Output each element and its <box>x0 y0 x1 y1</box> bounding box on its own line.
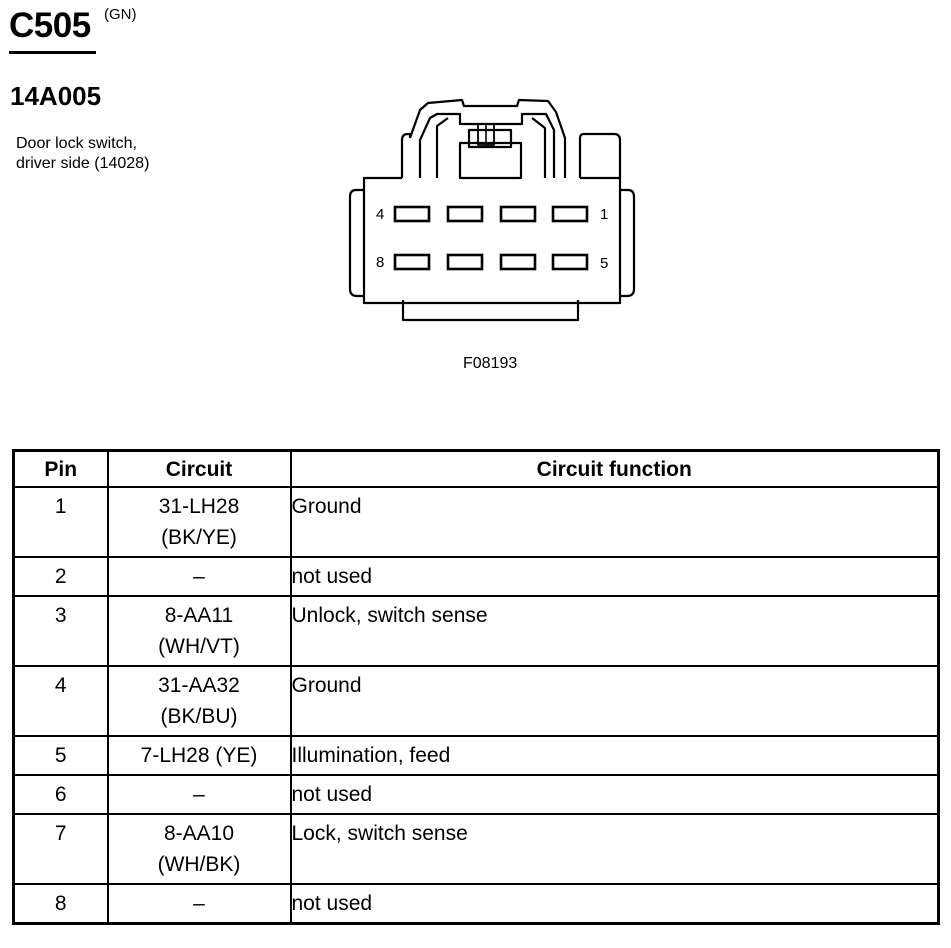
circuit-cell <box>108 884 291 924</box>
pin-cell: 5 <box>14 736 108 775</box>
pin-cell: 4 <box>14 666 108 736</box>
connector-right-latch <box>620 190 634 296</box>
figure-id: F08193 <box>463 355 518 372</box>
column-header-pin: Pin <box>14 451 108 488</box>
circuit-cell <box>108 487 291 557</box>
terminal-cavity-8 <box>395 255 429 269</box>
connector-face-drawing <box>0 0 951 400</box>
pin-cell: 7 <box>14 814 108 884</box>
connector-color-code: (GN) <box>104 6 137 23</box>
table-row <box>14 884 939 924</box>
part-number: 14A005 <box>10 81 102 111</box>
function-cell: not used <box>291 775 939 814</box>
pin-label-top-left: 4 <box>376 206 385 223</box>
description-line-2: driver side (14028) <box>16 155 150 172</box>
pin-cell: 3 <box>14 596 108 666</box>
pinout-table <box>12 449 940 925</box>
function-cell: Ground <box>291 487 939 557</box>
circuit-line: 8-AA11 <box>164 604 234 627</box>
circuit-line: 31-AA32 <box>158 674 240 697</box>
circuit-cell <box>108 775 291 814</box>
connector-lock-hood-outer <box>410 100 565 178</box>
circuit-cell <box>108 736 291 775</box>
connector-right-shoulder <box>580 134 620 178</box>
pin-cell: 1 <box>14 487 108 557</box>
function-cell: not used <box>291 884 939 924</box>
connector-left-shoulder <box>402 134 410 178</box>
terminal-cavity-2 <box>501 207 535 221</box>
connector-lock-rib-right <box>532 118 545 178</box>
connector-lock-rib-left <box>437 118 448 178</box>
terminal-cavity-5 <box>553 255 587 269</box>
function-cell: Lock, switch sense <box>291 814 939 884</box>
column-header-circuit: Circuit <box>108 451 291 488</box>
circuit-cell <box>108 596 291 666</box>
pin-label-top-right: 1 <box>600 206 609 223</box>
circuit-line: – <box>193 565 205 588</box>
column-header-function: Circuit function <box>291 451 939 488</box>
function-cell: not used <box>291 557 939 596</box>
terminal-cavity-7 <box>448 255 482 269</box>
table-row <box>14 557 939 596</box>
table-row <box>14 666 939 736</box>
function-cell: Unlock, switch sense <box>291 596 939 666</box>
table-row <box>14 814 939 884</box>
circuit-line: – <box>193 783 205 806</box>
connector-body <box>364 178 620 303</box>
circuit-cell <box>108 666 291 736</box>
circuit-line: 8-AA10 <box>163 822 235 845</box>
circuit-line: 31-LH28 <box>158 495 240 518</box>
table-row <box>14 596 939 666</box>
pin-label-bottom-left: 8 <box>376 254 385 271</box>
circuit-line: 7-LH28 (YE) <box>140 744 258 767</box>
pin-cell: 8 <box>14 884 108 924</box>
circuit-line: (WH/VT) <box>158 635 240 658</box>
pin-label-bottom-right: 5 <box>600 255 609 272</box>
description-line-1: Door lock switch, <box>16 135 137 152</box>
circuit-line: (WH/BK) <box>157 853 241 876</box>
table-header-row <box>14 451 939 488</box>
connector-left-latch <box>350 190 364 296</box>
circuit-line: – <box>193 892 205 915</box>
pin-cell: 2 <box>14 557 108 596</box>
circuit-line: (BK/YE) <box>161 526 237 549</box>
terminal-cavity-3 <box>448 207 482 221</box>
connector-lock-tab <box>460 143 521 178</box>
circuit-line: (BK/BU) <box>160 705 238 728</box>
terminal-cavity-1 <box>553 207 587 221</box>
pin-cell: 6 <box>14 775 108 814</box>
table-row <box>14 487 939 557</box>
terminal-cavity-4 <box>395 207 429 221</box>
connector-id: C505 <box>9 6 91 45</box>
circuit-cell <box>108 814 291 884</box>
function-cell: Ground <box>291 666 939 736</box>
table-row <box>14 775 939 814</box>
terminal-cavity-6 <box>501 255 535 269</box>
circuit-cell <box>108 557 291 596</box>
table-row <box>14 736 939 775</box>
function-cell: Illumination, feed <box>291 736 939 775</box>
